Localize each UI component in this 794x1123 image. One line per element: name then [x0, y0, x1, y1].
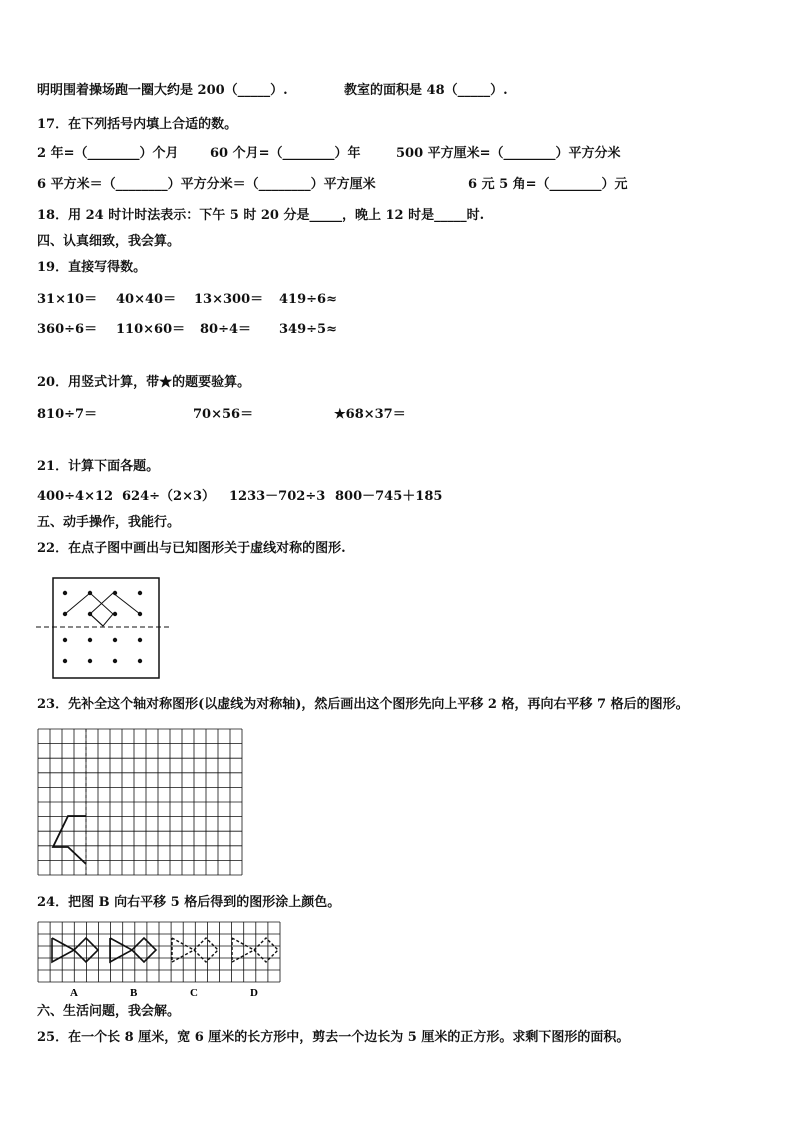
section-6-heading: 六、生活问题，我会解。	[37, 1004, 181, 1019]
grid-dot	[88, 591, 92, 595]
q20-item-starred: ★68×37＝	[334, 407, 406, 422]
grid-dot	[63, 591, 67, 595]
q19-item: 31×10＝	[37, 292, 98, 307]
grid-dot	[63, 638, 67, 642]
question-19: 19．直接写得数。	[37, 260, 147, 275]
question-21: 21．计算下面各题。	[37, 459, 160, 474]
figure-label-c: C	[190, 987, 198, 999]
q21-item: 1233－702÷3	[229, 489, 326, 504]
figure-label-a: A	[70, 987, 78, 999]
grid-dot	[113, 591, 117, 595]
section-5-heading: 五、动手操作，我能行。	[37, 515, 181, 530]
q19-item: 13×300＝	[194, 292, 264, 307]
q20-item: 70×56＝	[193, 407, 254, 422]
q19-item: 40×40＝	[116, 292, 177, 307]
question-23: 23．先补全这个轴对称图形(以虚线为对称轴)，然后画出这个图形先向上平移 2 格，再向右平移 7 格后的图形。	[37, 697, 689, 712]
q19-item: 110×60＝	[116, 322, 186, 337]
grid-dot	[63, 612, 67, 616]
q17-sqcm-to-sqdm: 500 平方厘米=（________）平方分米	[396, 146, 621, 161]
question-25: 25．在一个长 8 厘米，宽 6 厘米的长方形中，剪去一个边长为 5 厘米的正方形。求剩下图形的面积。	[37, 1030, 630, 1045]
dot-grid-figure	[36, 574, 176, 684]
q21-item: 800－745＋185	[335, 489, 443, 504]
section-4-heading: 四、认真细致，我会算。	[37, 234, 181, 249]
q17-yuan-conversion: 6 元 5 角=（________）元	[468, 177, 628, 192]
q19-item: 349÷5≈	[279, 322, 337, 337]
figure-label-b: B	[130, 987, 138, 999]
q19-item: 419÷6≈	[279, 292, 337, 307]
grid-dot	[88, 638, 92, 642]
q21-item: 400÷4×12	[37, 489, 114, 504]
grid-dot	[138, 591, 142, 595]
grid-dot	[88, 659, 92, 663]
playground-question: 明明围着操场跑一圈大约是 200（_____）.	[37, 83, 288, 98]
figure-label-d: D	[250, 987, 258, 999]
translation-grid-figure	[38, 922, 283, 1002]
q20-item: 810÷7＝	[37, 407, 98, 422]
grid-dot	[113, 638, 117, 642]
q17-sqm-conversion: 6 平方米＝（________）平方分米＝（________）平方厘米	[37, 177, 376, 192]
q19-item: 80÷4＝	[200, 322, 252, 337]
question-18: 18．用 24 时计时法表示：下午 5 时 20 分是_____，晚上 12 时是_____时.	[37, 208, 485, 223]
question-20: 20．用竖式计算，带★的题要验算。	[37, 375, 251, 390]
grid-dot	[113, 659, 117, 663]
question-17: 17．在下列括号内填上合适的数。	[37, 117, 238, 132]
grid-dot	[138, 659, 142, 663]
question-22: 22．在点子图中画出与已知图形关于虚线对称的图形.	[37, 541, 346, 556]
grid-dot	[113, 612, 117, 616]
grid-dot	[88, 612, 92, 616]
question-24: 24．把图 B 向右平移 5 格后得到的图形涂上颜色。	[37, 895, 341, 910]
q17-months-to-years: 60 个月=（________）年	[210, 146, 361, 161]
grid-dot	[138, 612, 142, 616]
q21-item: 624÷（2×3）	[122, 489, 216, 504]
grid-dot	[63, 659, 67, 663]
q17-years-to-months: 2 年=（________）个月	[37, 146, 179, 161]
q19-item: 360÷6＝	[37, 322, 98, 337]
classroom-question: 教室的面积是 48（_____）.	[344, 83, 508, 98]
square-grid-figure	[38, 729, 243, 877]
grid-dot	[138, 638, 142, 642]
